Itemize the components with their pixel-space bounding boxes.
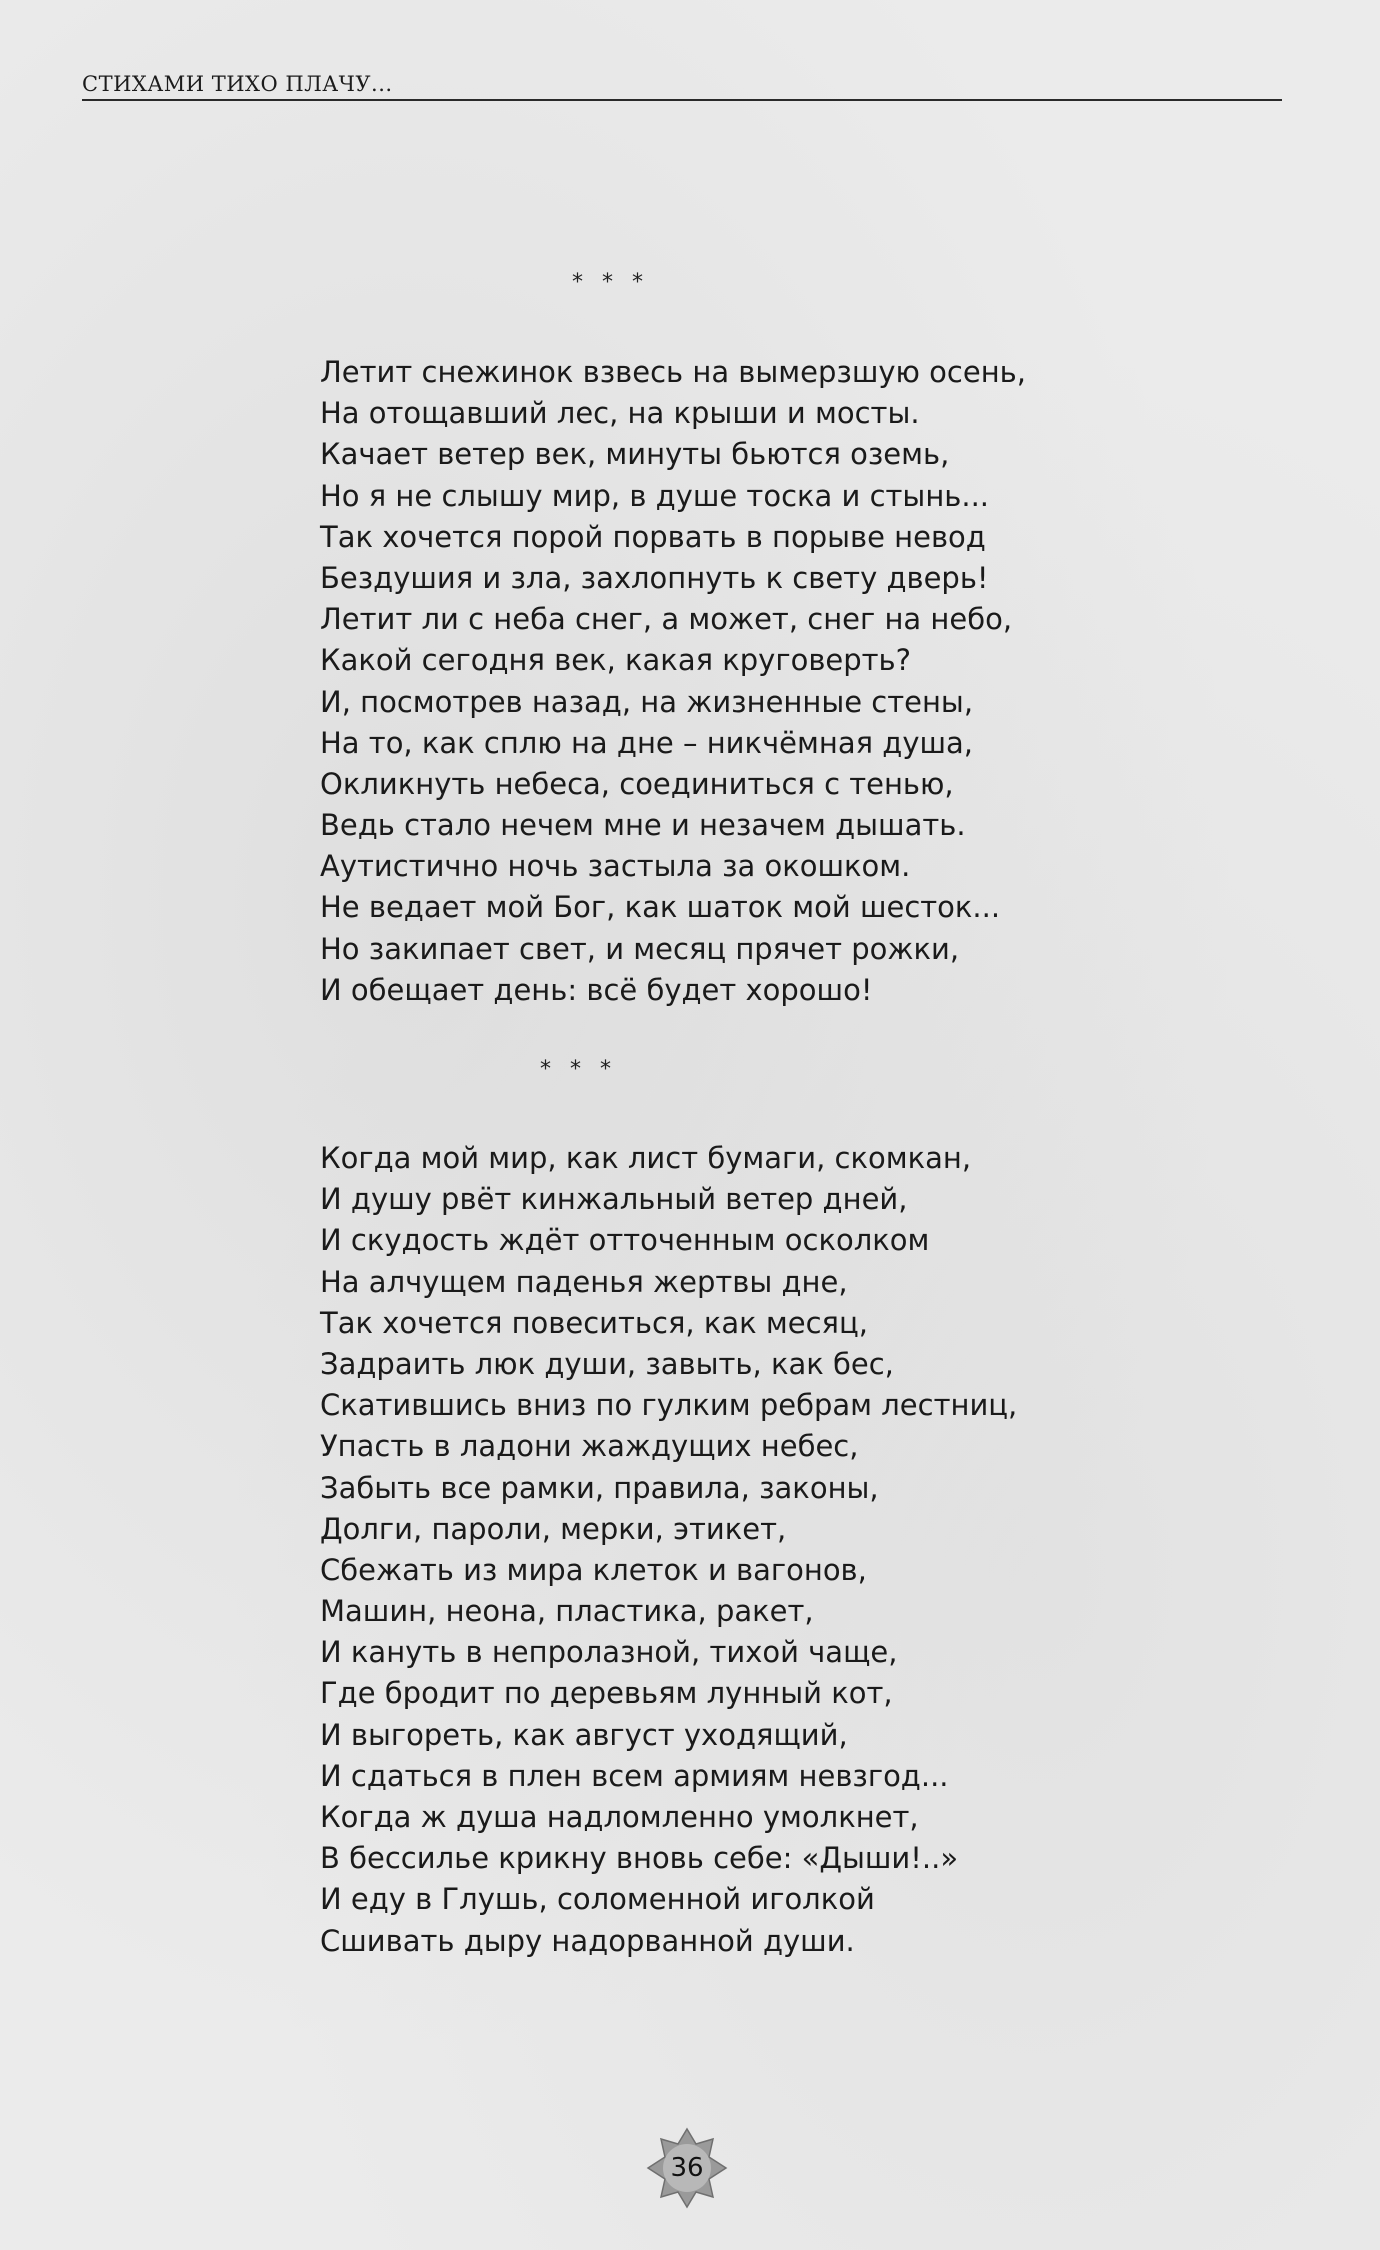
poem-line: В бессилье крикну вновь себе: «Дыши!..» [320,1841,959,1876]
poem-line: Качает ветер век, минуты бьются оземь, [320,437,950,472]
poem-line: Летит ли с неба снег, а может, снег на небо, [320,602,1013,637]
poem-line: И кануть в непролазной, тихой чаще, [320,1635,898,1670]
poem-line: Окликнуть небеса, соединиться с тенью, [320,766,954,801]
poem-2 [320,1138,1017,1962]
poem-line: Аутистично ночь застыла за окошком. [320,849,911,884]
poem-line: Машин, неона, пластика, ракет, [320,1594,814,1629]
poem-line: Так хочется порой порвать в порыве невод [320,519,986,554]
poem-1-separator: * * * [572,270,649,295]
poem-line: Забыть все рамки, правила, законы, [320,1470,879,1505]
poem-line: Долги, пароли, мерки, этикет, [320,1511,787,1546]
poem-line: И душу рвёт кинжальный ветер дней, [320,1182,908,1217]
poem-line: Упасть в ладони жаждущих небес, [320,1429,859,1464]
poem-line: Но я не слышу мир, в душе тоска и стынь... [320,478,990,513]
header-rule [82,99,1282,101]
running-header: СТИХАМИ ТИХО ПЛАЧУ... [82,72,393,96]
poem-line: Когда мой мир, как лист бумаги, скомкан, [320,1141,972,1175]
poem-line: Когда ж душа надломленно умолкнет, [320,1800,919,1834]
poem-line: На отощавший лес, на крыши и мосты. [320,396,920,431]
poem-line: На алчущем паденья жертвы дне, [320,1264,848,1299]
poem-line: Бездушия и зла, захлопнуть к свету дверь! [320,560,989,595]
poem-1 [320,352,1026,1011]
poem-line: Какой сегодня век, какая круговерть? [320,643,912,678]
poem-line: Где бродит по деревьям лунный кот, [320,1676,893,1711]
poem-line: Скатившись вниз по гулким ребрам лестниц, [320,1388,1018,1423]
poem-line: И выгореть, как август уходящий, [320,1717,848,1752]
poem-line: Ведь стало нечем мне и незачем дышать. [320,808,966,843]
poem-line: Летит снежинок взвесь на вымерзшую осень, [320,355,1026,389]
poem-2-separator: * * * [540,1057,617,1082]
poem-line: На то, как сплю на дне – никчёмная душа, [320,725,974,760]
poem-line: И скудость ждёт отточенным осколком [320,1223,930,1258]
poem-line: И сдаться в плен всем армиям невзгод... [320,1758,949,1793]
poem-line: Сбежать из мира клеток и вагонов, [320,1552,867,1587]
poem-line: И обещает день: всё будет хорошо! [320,972,873,1007]
poem-line: И еду в Глушь, соломенной иголкой [320,1882,875,1917]
page-number: 36 [670,2153,704,2183]
poem-line: Не ведает мой Бог, как шаток мой шесток... [320,890,1001,925]
page-number-badge [646,2127,728,2209]
poem-line: Сшивать дыру надорванной души. [320,1923,855,1958]
poem-line: Так хочется повеситься, как месяц, [320,1305,868,1340]
poem-line: Но закипает свет, и месяц прячет рожки, [320,931,960,966]
poem-line: Задраить люк души, завыть, как бес, [320,1346,894,1381]
poem-line: И, посмотрев назад, на жизненные стены, [320,684,974,719]
